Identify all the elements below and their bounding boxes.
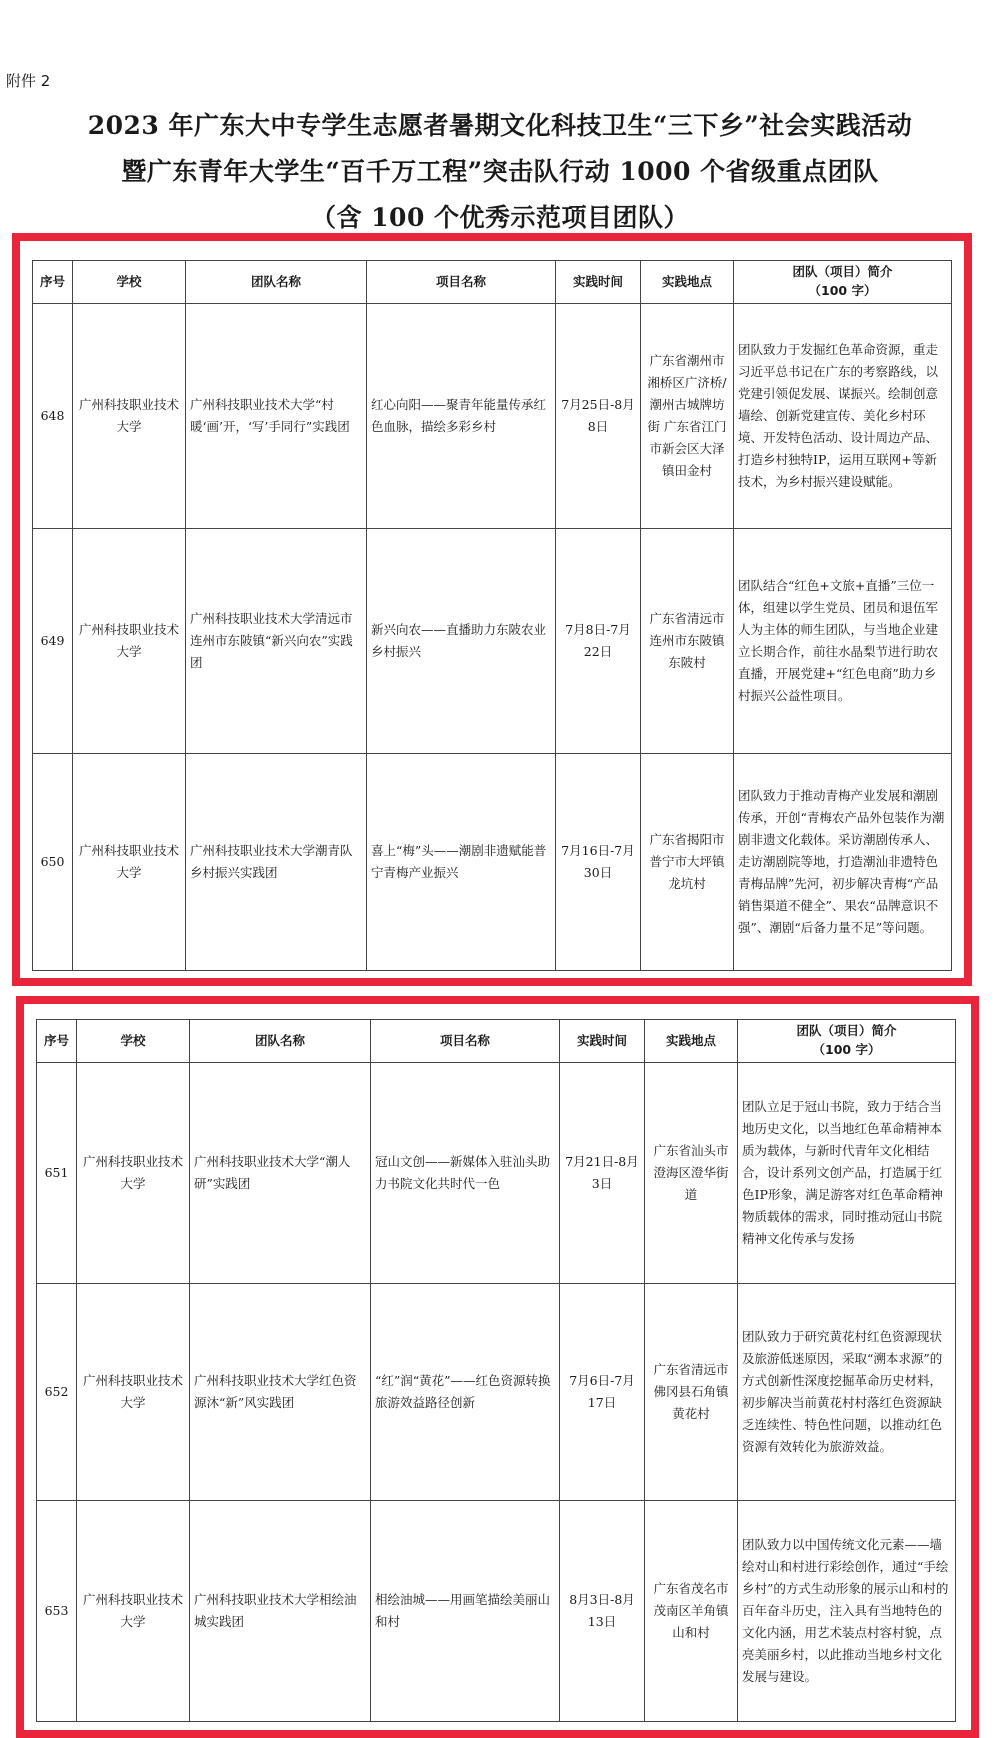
cell-project: “红”润“黄花”——红色资源转换旅游效益路径创新 bbox=[371, 1284, 560, 1501]
cell-school: 广州科技职业技术大学 bbox=[73, 304, 186, 529]
page-title-line-3: （含 100 个优秀示范项目团队） bbox=[310, 203, 690, 232]
cell-no: 650 bbox=[33, 754, 73, 971]
cell-no: 648 bbox=[33, 304, 73, 529]
intro-header-line-1: 团队（项目）简介 bbox=[796, 1023, 897, 1039]
cell-place: 广东省清远市佛冈县石角镇黄花村 bbox=[645, 1284, 738, 1501]
cell-team: 广州科技职业技术大学“潮人研”实践团 bbox=[190, 1063, 371, 1284]
col-time-header: 实践时间 bbox=[556, 261, 641, 304]
cell-place: 广东省茂名市茂南区羊角镇山和村 bbox=[645, 1501, 738, 1722]
col-no-header: 序号 bbox=[33, 261, 73, 304]
intro-header-line-2: （100 字） bbox=[812, 1042, 881, 1057]
intro-header-line-1: 团队（项目）简介 bbox=[792, 264, 893, 280]
highlight-frame-1 bbox=[12, 233, 972, 986]
cell-project: 新兴向农——直播助力东陂农业乡村振兴 bbox=[367, 529, 556, 754]
cell-time: 7月8日-7月22日 bbox=[556, 529, 641, 754]
page-title-line-1: 2023 年广东大中专学生志愿者暑期文化科技卫生“三下乡”社会实践活动 bbox=[87, 111, 913, 140]
table-row bbox=[37, 1501, 956, 1722]
cell-place: 广东省汕头市澄海区澄华街道 bbox=[645, 1063, 738, 1284]
cell-no: 652 bbox=[37, 1284, 77, 1501]
cell-team: 广州科技职业技术大学“村暖‘画’开，‘写’手同行”实践团 bbox=[186, 304, 367, 529]
cell-intro: 团队致力以中国传统文化元素——墙绘对山和村进行彩绘创作，通过“手绘乡村”的方式生动形象的展示山和村的百年奋斗历史，注入具有当地特色的文化内涵，用艺术装点村容村貌，点亮美丽乡村，以此推动当地乡村文化发展与建设。 bbox=[738, 1501, 956, 1722]
cell-team: 广州科技职业技术大学潮青队乡村振兴实践团 bbox=[186, 754, 367, 971]
cell-time: 7月21日-8月3日 bbox=[560, 1063, 645, 1284]
cell-intro: 团队致力于推动青梅产业发展和潮剧传承，开创“青梅农产品外包装作为潮剧非遗文化载体。采访潮剧传承人、走访潮剧院等地，打造潮汕非遗特色青梅品牌”先河，初步解决青梅“产品销售渠道不健全”、果农“品牌意识不强”、潮剧“后备力量不足”等问题。 bbox=[734, 754, 952, 971]
col-school-header: 学校 bbox=[77, 1020, 190, 1063]
cell-team: 广州科技职业技术大学相绘油城实践团 bbox=[190, 1501, 371, 1722]
col-intro-header bbox=[734, 261, 952, 304]
highlight-frame-2 bbox=[16, 996, 979, 1738]
intro-header-line-2: （100 字） bbox=[808, 283, 877, 298]
cell-place: 广东省潮州市湘桥区广济桥/潮州古城牌坊街 广东省江门市新会区大泽镇田金村 bbox=[641, 304, 734, 529]
cell-intro: 团队致力于研究黄花村红色资源现状及旅游低迷原因，采取“溯本求源”的方式创新性深度挖掘革命历史材料，初步解决当前黄花村村落红色资源缺乏连续性、特色性问题，以推动红色资源有效转化为旅游效益。 bbox=[738, 1284, 956, 1501]
col-school-header: 学校 bbox=[73, 261, 186, 304]
col-no-header: 序号 bbox=[37, 1020, 77, 1063]
cell-no: 651 bbox=[37, 1063, 77, 1284]
col-project-header: 项目名称 bbox=[367, 261, 556, 304]
table-header-row bbox=[33, 261, 952, 304]
cell-project: 冠山文创——新媒体入驻汕头助力书院文化共时代一色 bbox=[371, 1063, 560, 1284]
cell-team: 广州科技职业技术大学清远市连州市东陂镇“新兴向农”实践团 bbox=[186, 529, 367, 754]
cell-team: 广州科技职业技术大学红色资源沐“新”风实践团 bbox=[190, 1284, 371, 1501]
cell-time: 7月16日-7月30日 bbox=[556, 754, 641, 971]
cell-project: 红心向阳——聚青年能量传承红色血脉，描绘多彩乡村 bbox=[367, 304, 556, 529]
cell-time: 8月3日-8月13日 bbox=[560, 1501, 645, 1722]
cell-intro: 团队结合“红色+文旅+直播”三位一体，组建以学生党员、团员和退伍军人为主体的师生团队，与当地企业建立长期合作，前往水晶梨节进行助农直播，开展党建+“红色电商”助力乡村振兴公益性项目。 bbox=[734, 529, 952, 754]
col-time-header: 实践时间 bbox=[560, 1020, 645, 1063]
cell-school: 广州科技职业技术大学 bbox=[77, 1063, 190, 1284]
cell-school: 广州科技职业技术大学 bbox=[77, 1501, 190, 1722]
cell-time: 7月6日-7月17日 bbox=[560, 1284, 645, 1501]
cell-place: 广东省揭阳市普宁市大坪镇龙坑村 bbox=[641, 754, 734, 971]
team-table-1 bbox=[32, 260, 952, 971]
col-intro-header bbox=[738, 1020, 956, 1063]
cell-intro: 团队致力于发掘红色革命资源，重走习近平总书记在广东的考察路线，以党建引领促发展、谋振兴。绘制创意墙绘、创新党建宣传、美化乡村环境、开发特色活动、设计周边产品、打造乡村独特IP，运用互联网+等新技术，为乡村振兴建设赋能。 bbox=[734, 304, 952, 529]
cell-project: 喜上“梅”头——潮剧非遗赋能普宁青梅产业振兴 bbox=[367, 754, 556, 971]
col-place-header: 实践地点 bbox=[641, 261, 734, 304]
table-row bbox=[37, 1284, 956, 1501]
table-row bbox=[33, 754, 952, 971]
col-team-header: 团队名称 bbox=[190, 1020, 371, 1063]
cell-intro: 团队立足于冠山书院，致力于结合当地历史文化，以当地红色革命精神本质为载体，与新时代青年文化相结合，设计系列文创产品，打造属于红色IP形象，满足游客对红色革命精神物质载体的需求，同时推动冠山书院精神文化传承与发扬 bbox=[738, 1063, 956, 1284]
cell-no: 649 bbox=[33, 529, 73, 754]
table-row bbox=[33, 304, 952, 529]
attachment-label: 附件 2 bbox=[6, 72, 51, 90]
col-place-header: 实践地点 bbox=[645, 1020, 738, 1063]
table-row bbox=[33, 529, 952, 754]
cell-school: 广州科技职业技术大学 bbox=[73, 529, 186, 754]
cell-school: 广州科技职业技术大学 bbox=[73, 754, 186, 971]
col-team-header: 团队名称 bbox=[186, 261, 367, 304]
cell-no: 653 bbox=[37, 1501, 77, 1722]
col-project-header: 项目名称 bbox=[371, 1020, 560, 1063]
cell-time: 7月25日-8月8日 bbox=[556, 304, 641, 529]
cell-project: 相绘油城——用画笔描绘美丽山和村 bbox=[371, 1501, 560, 1722]
table-header-row bbox=[37, 1020, 956, 1063]
table-row bbox=[37, 1063, 956, 1284]
team-table-2 bbox=[36, 1019, 956, 1722]
cell-place: 广东省清远市连州市东陂镇东陂村 bbox=[641, 529, 734, 754]
page-title-line-2: 暨广东青年大学生“百千万工程”突击队行动 1000 个省级重点团队 bbox=[121, 157, 879, 186]
cell-school: 广州科技职业技术大学 bbox=[77, 1284, 190, 1501]
